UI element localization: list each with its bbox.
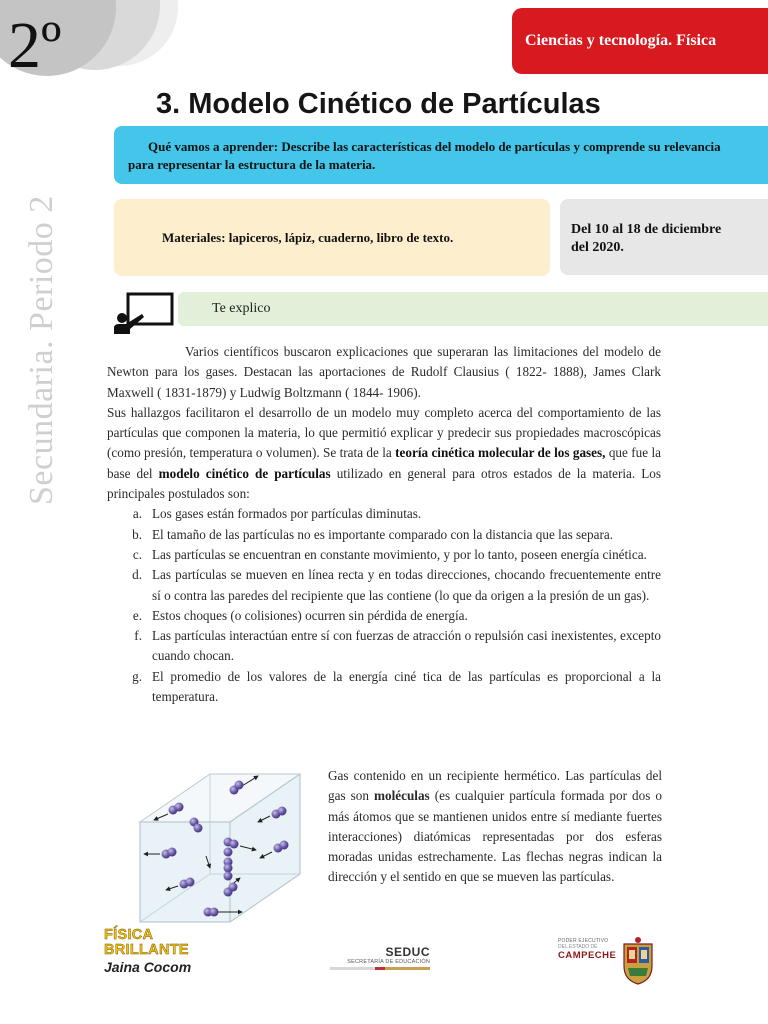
para2-text-e: utilizado en general para otros estados de la materia. Los principales postulados son: — [107, 465, 661, 502]
campeche-line-2: DEL ESTADO DE — [558, 944, 598, 950]
list-marker: c. — [132, 546, 142, 562]
seduc-name: SEDUC — [385, 945, 430, 959]
section-bar-te-explico — [178, 292, 768, 326]
list-item — [107, 525, 661, 545]
list-marker: b. — [132, 526, 142, 542]
para2-text-a: Sus hallazgos facilitaron el desarrollo de un modelo muy completo acerca del comportamiento de las partículas que componen la materia, lo que permitió explicar y predecir sus propiedades macroscópicas (como presión, temperatura o volumen). Se trata de la — [107, 404, 661, 461]
list-item — [107, 565, 661, 606]
campeche-line-1: PODER EJECUTIVO — [558, 938, 609, 944]
gas-container-figure — [110, 764, 310, 924]
list-item-text: Las partículas se mueven en línea recta y en todas direcciones, chocando frecuentemente entre sí o contra las paredes del recipiente que las contiene (lo que da origen a la presión de un gas). — [152, 567, 661, 603]
list-item — [107, 606, 661, 626]
para2-text-c: que fue la base del — [107, 445, 661, 481]
logo-line-3: Jaina Cocom — [104, 959, 192, 975]
list-marker: g. — [132, 668, 142, 684]
seduc-full-name: SECRETARÍA DE EDUCACIÓN — [347, 959, 430, 965]
para2-bold-theory: teoría cinética molecular de los gases, — [395, 445, 606, 461]
date-line-1: Del 10 al 18 de diciembre — [571, 222, 722, 237]
list-item-text: Las partículas se encuentran en constante movimiento, y por lo tanto, poseen energía cinética. — [152, 546, 647, 562]
campeche-crest-icon — [620, 936, 656, 986]
section-label: Te explico — [212, 301, 271, 316]
campeche-line-3: CAMPECHE — [558, 950, 617, 961]
list-marker: d. — [132, 567, 142, 583]
para2-bold-model: modelo cinético de partículas — [158, 465, 331, 481]
figure-caption — [328, 766, 662, 888]
subject-title: Ciencias y tecnología. Física — [525, 32, 717, 49]
list-item — [107, 545, 661, 565]
teacher-board-icon — [112, 292, 176, 334]
lesson-title: 3. Modelo Cinético de Partículas — [156, 88, 601, 120]
subject-header — [512, 8, 768, 74]
paragraph-intro: Varios científicos buscaron explicaciones que superaran las limitaciones del modelo de Newton para los gases. Destacan las aportaciones de Rudolf Clausius ( 1822- 1888), James Clark Maxwell ( 1831-1879) y Ludwig Boltzmann ( 1844- 1906). — [107, 344, 661, 400]
list-item-text: Los gases están formados por partículas diminutas. — [152, 506, 422, 522]
paragraph-findings — [107, 403, 661, 504]
materials-text: Materiales: lapiceros, lápiz, cuaderno, libro de texto. — [162, 229, 454, 245]
list-item-text: El tamaño de las partículas no es importante comparado con la distancia que las separa. — [152, 526, 614, 542]
logo-seduc — [330, 945, 430, 970]
list-item-text: Las partículas interactúan entre sí con fuerzas de atracción o repulsión casi inexistentes, excepto cuando chocan. — [152, 628, 661, 664]
date-box — [560, 199, 768, 275]
objective-box — [114, 126, 768, 184]
list-item — [107, 626, 661, 667]
list-marker: e. — [132, 607, 142, 623]
objective-line-2: para representar la estructura de la materia. — [128, 157, 376, 172]
caption-text-b: (es cualquier partícula formada por dos o más átomos que se mantienen unidos entre sí mediante fuertes interacciones) diatómicas representadas por dos esferas moradas unidas estrechamente. Las flechas negras indican la dirección y el sentido en que se mueven las partículas. — [328, 788, 662, 885]
logo-line-2: BRILLANTE — [104, 942, 189, 958]
grade-label: 2º — [8, 9, 62, 82]
list-item — [107, 667, 661, 708]
logo-line-1: FÍSICA — [104, 927, 154, 943]
list-marker: a. — [132, 506, 142, 522]
postulates-list — [107, 504, 661, 707]
body-text — [107, 342, 661, 707]
caption-bold-term: moléculas — [374, 788, 430, 804]
list-item — [107, 504, 661, 524]
list-item-text: Estos choques (o colisiones) ocurren sin pérdida de energía. — [152, 607, 468, 623]
list-marker: f. — [134, 628, 142, 644]
caption-text-a: Gas contenido en un recipiente hermético. Las partículas del gas son — [328, 768, 662, 804]
materials-box — [114, 199, 550, 276]
list-item-text: El promedio de los valores de la energía ciné tica de las partículas es proporcional a la temperatura. — [152, 668, 661, 705]
seduc-color-bar — [330, 967, 430, 970]
side-period-label: Secundaria. Periodo 2 — [23, 195, 60, 505]
logo-fisica-brillante — [104, 928, 194, 978]
objective-line-1: Qué vamos a aprender: Describe las características del modelo de partículas y comprende su relevancia — [148, 139, 721, 154]
date-line-2: del 2020. — [571, 240, 624, 255]
